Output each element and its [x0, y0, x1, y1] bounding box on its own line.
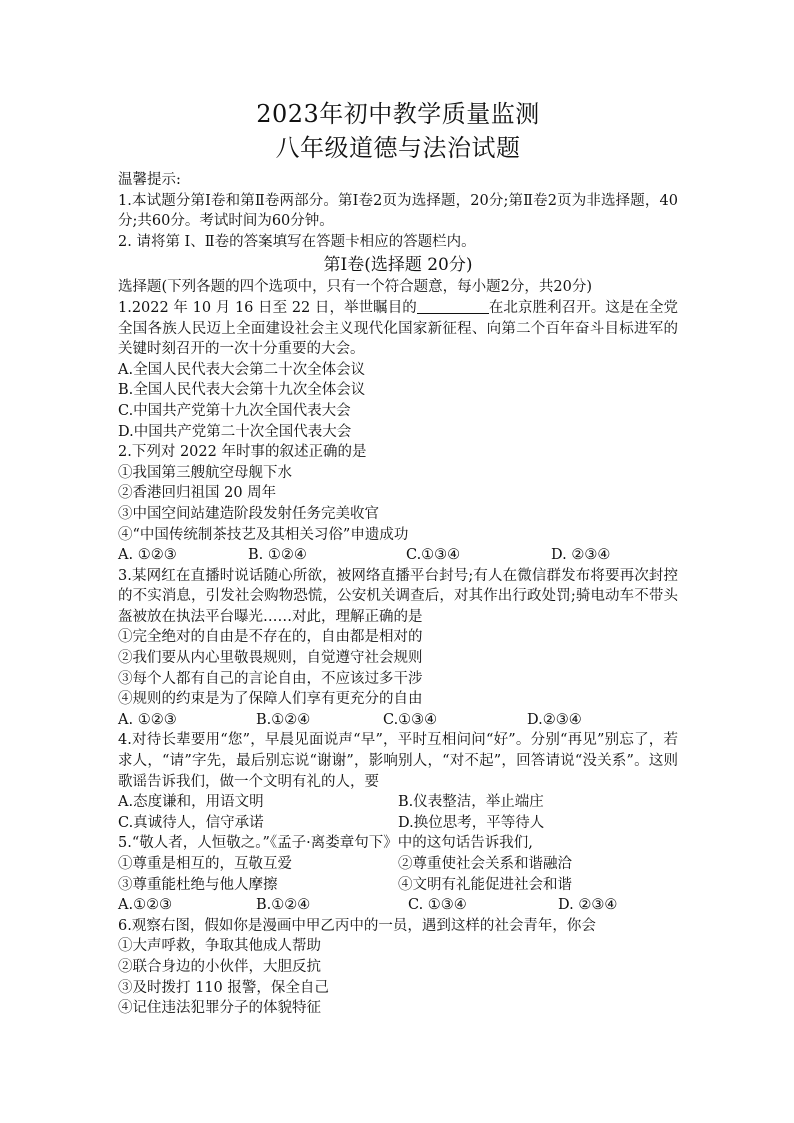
notice-heading: 温馨提示: [118, 172, 181, 188]
section-title: 第Ⅰ卷(选择题 20分) [323, 255, 473, 276]
question-1-option-a: A.全国人民代表大会第二十次全体会议 [118, 361, 366, 378]
exam-title: 2023年初中教学质量监测 [256, 100, 540, 128]
question-6-statement-3: ③及时拨打 110 报警，保全自己 [118, 979, 329, 996]
question-2-options [118, 545, 678, 566]
question-3-statement-4: ④规则的约束是为了保障人们享有更充分的自由 [118, 691, 423, 708]
question-1-stem-after: 在北京胜利召开。这是在全党全国各族人民迈上全面建设社会主义现代化国家新征程、向第二个百年奋斗目标进军的关键时刻召开的一次十分重要的大会。 [118, 299, 678, 358]
question-2-statement-4: ④“中国传统制茶技艺及其相关习俗”申遗成功 [118, 526, 409, 543]
question-4-options-row-1 [118, 792, 678, 813]
question-3-option-a: A. ①②③ [118, 711, 177, 728]
question-5-statements-row-2 [118, 875, 678, 896]
answer-blank [417, 299, 489, 314]
question-2-statement-2: ②香港回归祖国 20 周年 [118, 485, 277, 502]
question-5-statement-1: ①尊重是相互的，互敬互爱 [118, 856, 292, 872]
question-6-statement-4: ④记住违法犯罪分子的体貌特征 [118, 1000, 321, 1017]
question-3-statement-2: ②我们要从内心里敬畏规则，自觉遵守社会规则 [118, 650, 423, 667]
question-3-stem: 3.某网红在直播时说话随心所欲，被网络直播平台封号;有人在微信群发布将要再次封控的不实消息，引发社会购物恐慌，公安机关调查后，对其作出行政处罚;骑电动车不带头盔被放在执法平台曝光……对此，理解正确的是 [118, 567, 678, 625]
question-5-option-c: C. ①③④ [408, 897, 467, 914]
notice-item-1: 1.本试题分第Ⅰ卷和第Ⅱ卷两部分。第Ⅰ卷2页为选择题，20分;第Ⅱ卷2页为非选择题，40分;共60分。考试时间为60分钟。 [118, 192, 678, 230]
question-6-stem: 6.观察右图，假如你是漫画中甲乙丙中的一员，遇到这样的社会青年，你会 [118, 917, 596, 934]
question-2-statement-3: ③中国空间站建造阶段发射任务完美收官 [118, 505, 379, 522]
question-4-stem: 4.对待长辈要用“您”，早晨见面说声“早”，平时互相问问“好”。分别“再见”别忘了，若求人，“请”字先，最后别忘说“谢谢”，影响别人，“对不起”，回答请说“没关系”。这则歌谣告诉我们，做一个文明有礼的人，要 [118, 732, 678, 790]
exam-page [118, 98, 678, 1019]
question-5-option-b: B.①②④ [256, 897, 311, 914]
question-1-stem-before: 1.2022 年 10 月 16 日至 22 日，举世瞩目的 [118, 299, 417, 316]
question-3-options [118, 710, 678, 731]
question-3-statement-1: ①完全绝对的自由是不存在的，自由都是相对的 [118, 629, 423, 646]
question-4-option-b: B.仪表整洁，举止端庄 [398, 794, 544, 811]
question-3-statement-3: ③每个人都有自己的言论自由，不应该过多干涉 [118, 670, 423, 687]
question-5-statement-2: ②尊重使社会关系和谐融洽 [398, 856, 572, 872]
question-3-option-b: B.①②④ [256, 711, 311, 728]
question-2-stem: 2.下列对 2022 年时事的叙述正确的是 [118, 444, 367, 461]
question-2-option-c: C.①③④ [406, 547, 461, 564]
question-5-stem: 5.“敬人者，人恒敬之。”《孟子·离娄章句下》中的这句话告诉我们, [118, 835, 533, 852]
notice-item-2: 2. 请将第 Ⅰ、Ⅱ卷的答案填写在答题卡相应的答题栏内。 [118, 233, 476, 250]
question-1-option-c: C.中国共产党第十九次全国代表大会 [118, 402, 351, 419]
question-5-option-a: A.①②③ [118, 897, 173, 914]
question-3-option-c: C.①③④ [383, 711, 438, 728]
question-4-option-a: A.态度谦和，用语文明 [118, 794, 264, 811]
section-instruction: 选择题(下列各题的四个选项中，只有一个符合题意，每小题2分，共20分) [118, 279, 592, 296]
question-1-stem [118, 298, 678, 360]
question-2-statement-1: ①我国第三艘航空母舰下水 [118, 464, 292, 481]
question-6-statement-2: ②联合身边的小伙伴，大胆反抗 [118, 958, 321, 975]
question-4-options-row-2 [118, 813, 678, 834]
question-2-option-d: D. ②③④ [551, 547, 611, 564]
question-1-option-b: B.全国人民代表大会第十九次全体会议 [118, 382, 366, 399]
question-1-option-d: D.中国共产党第二十次全国代表大会 [118, 423, 352, 440]
question-2-option-a: A. ①②③ [118, 547, 177, 564]
question-5-statement-3: ③尊重能杜绝与他人摩擦 [118, 876, 278, 893]
question-5-options [118, 895, 678, 916]
question-4-option-c: C.真诚待人，信守承诺 [118, 814, 264, 831]
question-2-option-b: B. ①②④ [248, 547, 307, 564]
question-5-option-d: D. ②③④ [558, 897, 618, 914]
question-6-statement-1: ①大声呼救，争取其他成人帮助 [118, 938, 321, 955]
question-5-statement-4: ④文明有礼能促进社会和谐 [398, 876, 572, 893]
question-3-option-d: D.②③④ [527, 711, 582, 728]
question-5-statements-row-1 [118, 854, 678, 875]
exam-subtitle: 八年级道德与法治试题 [275, 134, 521, 162]
question-4-option-d: D.换位思考，平等待人 [398, 814, 545, 831]
